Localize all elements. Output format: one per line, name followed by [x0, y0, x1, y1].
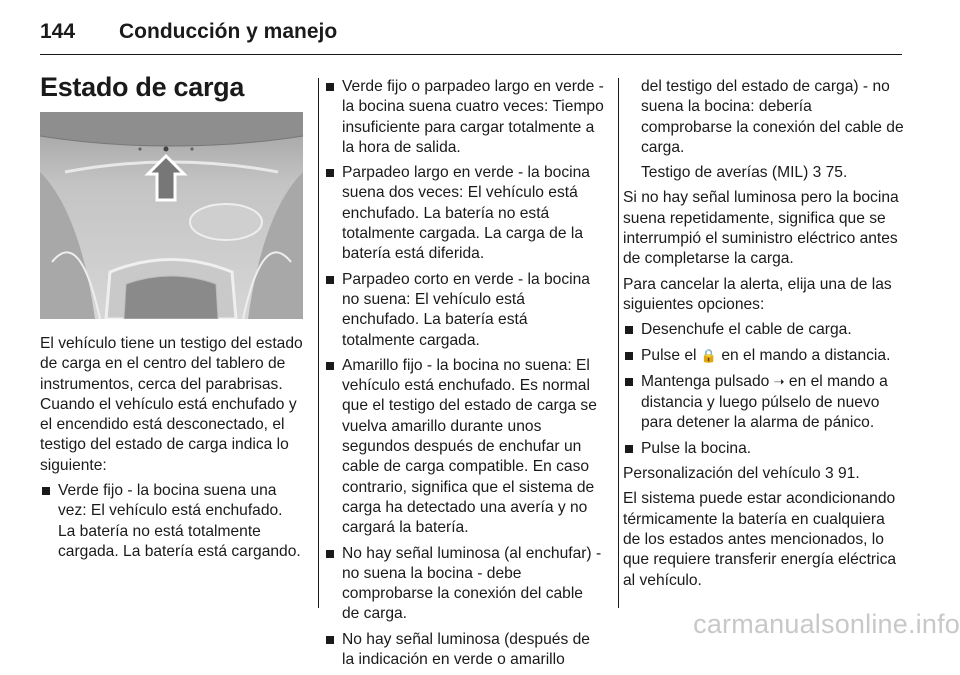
list-item: Parpadeo corto en verde - la bocina no suena: El vehículo está enchufado. La batería está totalmente cargada.	[324, 270, 604, 351]
list-item: No hay señal luminosa (al enchufar) - no suena la bocina - debe comprobarse la conexión del cable de carga.	[324, 544, 604, 625]
personalization-reference	[623, 464, 905, 484]
list-item: Verde fijo - la bocina suena una vez: El vehículo está enchufado. La batería no está totalmente cargada. La batería está cargando.	[40, 481, 304, 562]
section-heading: Estado de carga	[40, 72, 245, 102]
list-item-text: en el mando a distancia.	[721, 346, 891, 364]
list-item: Parpadeo largo en verde - la bocina suena dos veces: El vehículo está enchufado. La batería no está totalmente cargada. La carga de la batería está diferida.	[324, 163, 604, 264]
section-title: Conducción y manejo	[119, 20, 338, 43]
list-item-text: Mantenga pulsado	[641, 372, 770, 390]
page-header	[40, 14, 902, 55]
column-divider	[318, 78, 319, 608]
page-reference-link[interactable]: 3 75.	[812, 164, 848, 182]
text-column-2	[324, 77, 604, 675]
list-item: No hay señal luminosa (después de la indicación en verde o amarillo	[324, 630, 604, 671]
list-item	[623, 372, 905, 434]
text-column-3	[623, 77, 905, 596]
page-reference-link[interactable]: 3 91.	[824, 465, 860, 483]
paragraph: El sistema puede estar acondicionando térmicamente la batería en cualquiera de los estados antes mencionados, lo que requiere transferir energía eléctrica al vehículo.	[623, 490, 897, 589]
paragraph: Para cancelar la alerta, elija una de las siguientes opciones:	[623, 275, 892, 313]
list-item-continuation: del testigo del estado de carga) - no suena la bocina: debería comprobarse la conexión del cable de carga.	[641, 78, 904, 156]
list-item: Pulse la bocina.	[623, 439, 905, 459]
watermark: carmanualsonline.info	[693, 609, 960, 639]
list-item-text: Pulse el	[641, 346, 697, 364]
list-item-text: en el mando a distancia y luego púlselo de nuevo para detener la alarma de pánico.	[641, 372, 888, 432]
list-item: Amarillo fijo - la bocina no suena: El vehículo está enchufado. Es normal que el testigo del estado de carga se vuelva amarillo durante unos segundos después de enchufar un cable de carga compatible. En caso contrario, significa que el sistema de carga ha detectado una avería y no cargará la batería.	[324, 356, 604, 539]
list-item: Verde fijo o parpadeo largo en verde - la bocina suena cuatro veces: Tiempo insuficiente para cargar totalmente a la hora de salida.	[324, 77, 604, 158]
mil-text: Testigo de averías (MIL)	[641, 164, 809, 182]
text-column-1	[40, 334, 304, 567]
mil-reference	[623, 163, 905, 183]
list-item	[623, 346, 905, 367]
list-item: Desenchufe el cable de carga.	[623, 320, 905, 340]
lock-icon: 🔒	[700, 348, 718, 364]
column-divider	[618, 78, 619, 608]
dashboard-illustration	[40, 112, 303, 319]
panic-arrow-icon: ➝	[773, 374, 785, 390]
intro-paragraph: El vehículo tiene un testigo del estado de carga en el centro del tablero de instrumentos, cerca del parabrisas. Cuando el vehículo está enchufado y el encendido está desconectado, el testigo del estado de carga indica lo siguiente:	[40, 335, 303, 474]
paragraph: Si no hay señal luminosa pero la bocina suena repetidamente, significa que se interrumpió el suministro eléctrico antes de completarse la carga.	[623, 189, 899, 268]
page-number: 144	[40, 20, 76, 43]
personalization-text: Personalización del vehículo	[623, 465, 821, 483]
